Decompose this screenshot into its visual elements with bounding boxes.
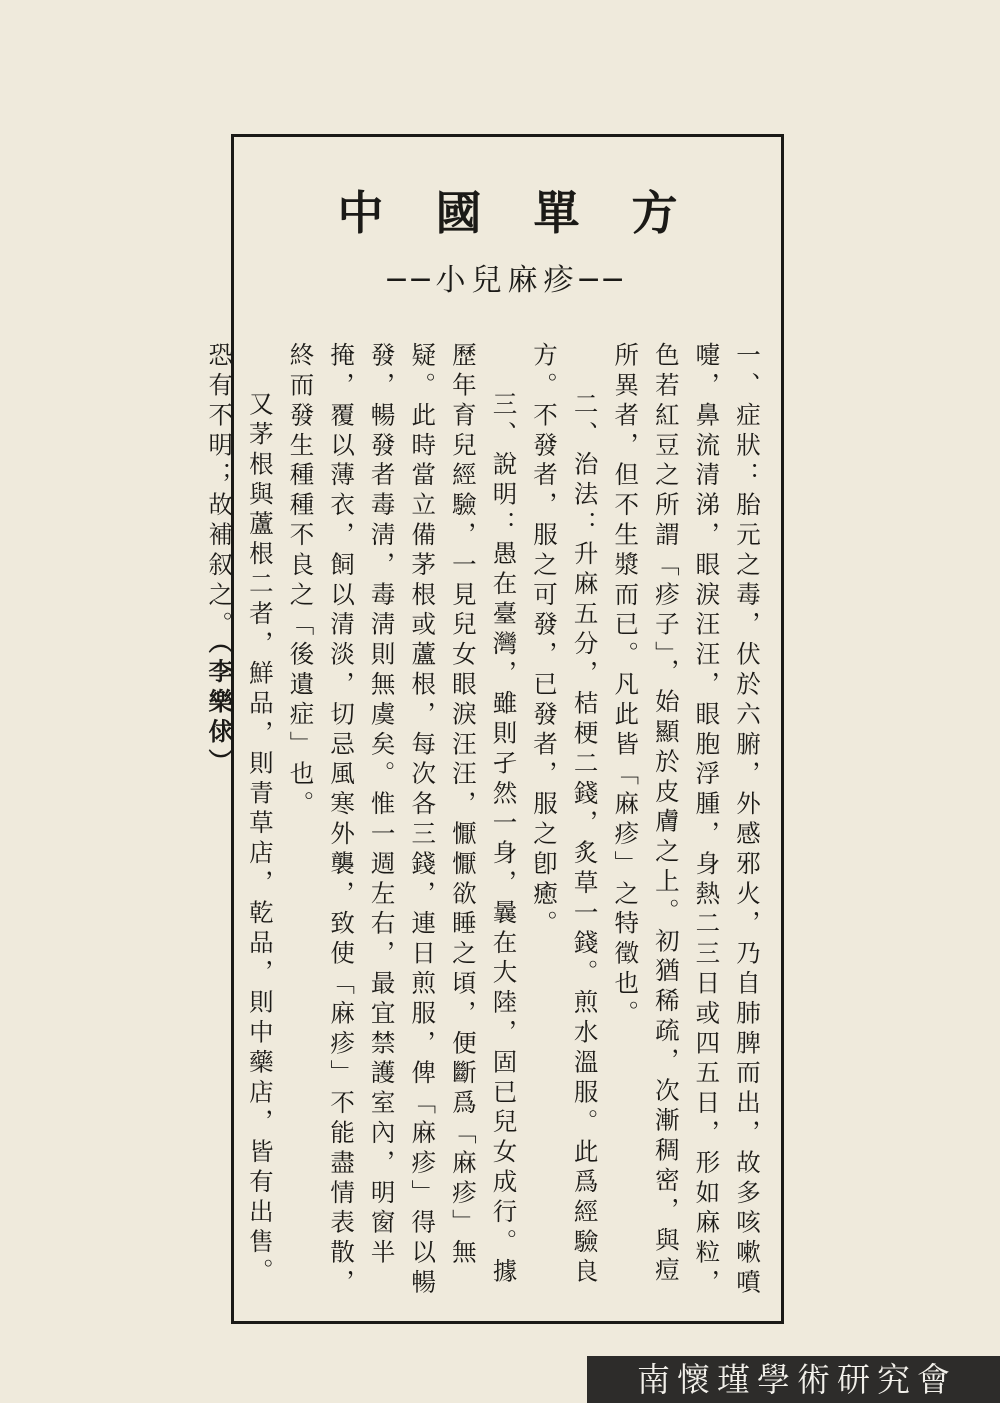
supplement-text: 又茅根與蘆根二者，鮮品，則青草店，乾品，則中藥店，皆有出售。恐有不明；故補叙之。	[205, 342, 275, 1288]
paragraph-explanation: 三、說明：愚在臺灣，雖則孑然一身，曩在大陸，固已兒女成行。據歷年育兒經驗，一見兒女眼淚汪汪，懨懨欲睡之頃，便斷爲「麻疹」無疑。此時當立備茅根或蘆根，每次各三錢，連日煎服，俾「麻疹」得以暢發，暢發者毒淸，毒淸則無虞矣。惟一週左右，最宜禁護室內，明窗半掩，覆以薄衣，飼以清淡，切忌風寒外襲，致使「麻疹」不能盡情表散，終而發生種種不良之「後遺症」也。	[286, 342, 519, 1299]
paragraph-symptoms: 一、症狀：胎元之毒，伏於六腑，外感邪火，乃自肺脾而出，故多咳嗽噴嚏，鼻流清涕，眼淚汪汪，眼胞浮腫，身熱二三日或四五日，形如麻粒，色若紅豆之所謂「疹子」，始顯於皮膚之上。初猶稀疏，次漸稠密，與痘所異者，但不生漿而已。凡此皆「麻疹」之特徵也。	[611, 342, 762, 1299]
article-subtitle: ──小兒麻疹──	[387, 263, 628, 298]
author-signature: （李樂俅）	[205, 641, 235, 779]
watermark-banner: 南懷瑾學術研究會	[587, 1356, 1000, 1403]
article-frame	[205, 134, 784, 1324]
paragraph-supplement	[199, 342, 280, 1302]
paragraph-treatment: 二、治法：升麻五分，桔梗二錢，炙草一錢。煎水溫服。此爲經驗良方。不發者，服之可發，已發者，服之卽癒。	[530, 342, 600, 1288]
article-title: 中國單方	[337, 186, 730, 240]
article-body	[205, 342, 767, 1302]
